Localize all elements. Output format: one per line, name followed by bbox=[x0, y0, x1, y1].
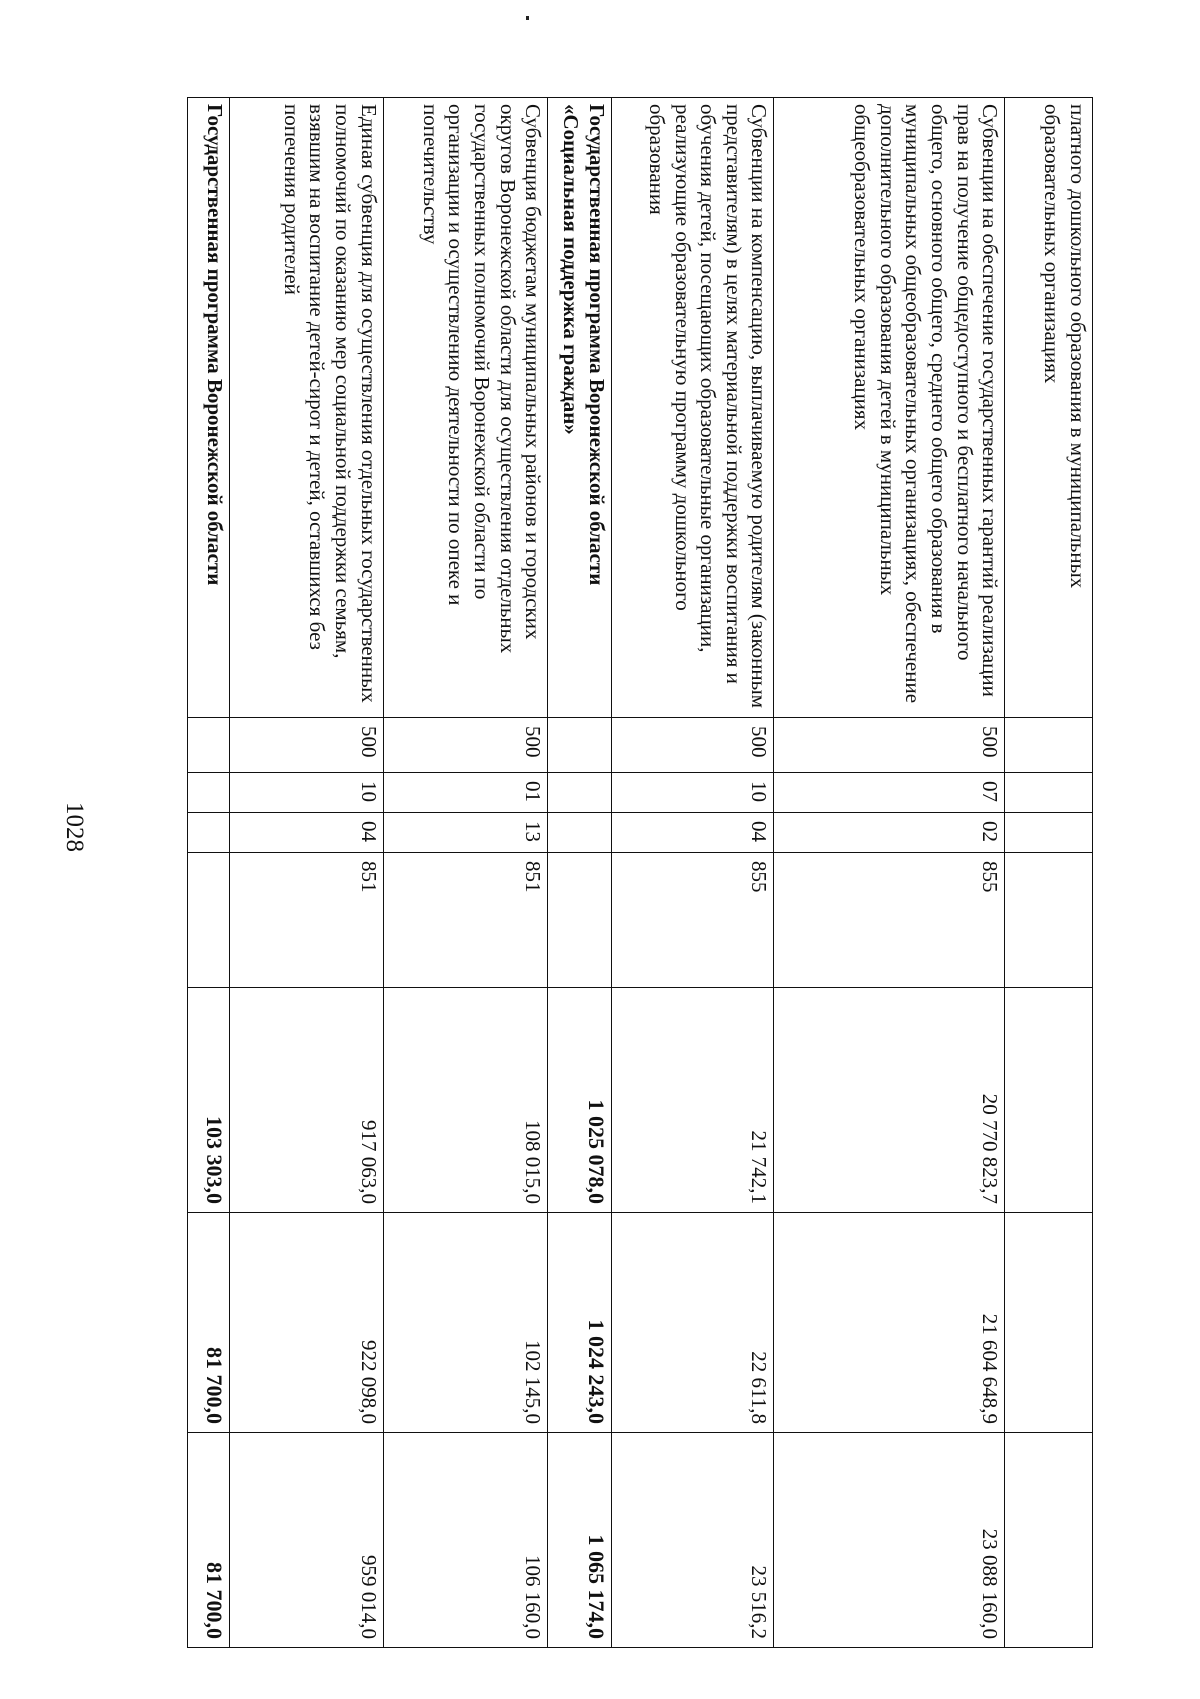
cell-rz: 10 bbox=[229, 773, 383, 813]
cell-vr bbox=[548, 853, 612, 988]
cell-glav: 500 bbox=[611, 718, 774, 773]
cell-y1: 1 025 078,0 bbox=[548, 988, 612, 1213]
cell-rz: 07 bbox=[774, 773, 1005, 813]
cell-pr bbox=[1005, 813, 1093, 853]
cell-rz bbox=[1005, 773, 1093, 813]
cell-y1 bbox=[1005, 988, 1093, 1213]
cell-rz: 01 bbox=[383, 773, 548, 813]
cell-vr: 851 bbox=[383, 853, 548, 988]
table-row bbox=[1005, 98, 1093, 1648]
cell-y3 bbox=[1005, 1433, 1093, 1648]
cell-glav bbox=[1005, 718, 1093, 773]
table-row bbox=[611, 98, 774, 1648]
cell-pr bbox=[188, 813, 230, 853]
cell-pr: 02 bbox=[774, 813, 1005, 853]
cell-glav bbox=[188, 718, 230, 773]
cell-y3: 23 516,2 bbox=[611, 1433, 774, 1648]
cell-y2 bbox=[1005, 1213, 1093, 1433]
cell-y2: 102 145,0 bbox=[383, 1213, 548, 1433]
cell-y2: 21 604 648,9 bbox=[774, 1213, 1005, 1433]
cell-name: Единая субвенция для осуществления отдельных государственных полномочий по оказанию мер социальной поддержки семьям, взявшим на воспитание детей-сирот и детей, оставшихся без попечения родителей bbox=[229, 98, 383, 718]
cell-name: Субвенции на компенсацию, выплачиваемую родителям (законным представителям) в целях материальной поддержки воспитания и обучения детей, посещающих образовательные организации, реализующие образовательную программу дошкольного образования bbox=[611, 98, 774, 718]
cell-y3: 81 700,0 bbox=[188, 1433, 230, 1648]
cell-rz bbox=[548, 773, 612, 813]
program-total-row bbox=[548, 98, 612, 1648]
table-row bbox=[229, 98, 383, 1648]
cell-glav: 500 bbox=[383, 718, 548, 773]
table-row bbox=[383, 98, 548, 1648]
table-row bbox=[774, 98, 1005, 1648]
cell-glav bbox=[548, 718, 612, 773]
cell-y1: 21 742,1 bbox=[611, 988, 774, 1213]
cell-vr: 851 bbox=[229, 853, 383, 988]
cell-rz bbox=[188, 773, 230, 813]
cell-vr: 855 bbox=[611, 853, 774, 988]
budget-table bbox=[187, 97, 1093, 1648]
cell-name: Субвенция бюджетам муниципальных районов и городских округов Воронежской области для осуществления отдельных государственных полномочий Воронежской области по организации и осуществлению деятельности по опеке и попечительству bbox=[383, 98, 548, 718]
cell-y1: 917 063,0 bbox=[229, 988, 383, 1213]
cell-vr: 855 bbox=[774, 853, 1005, 988]
scan-speck bbox=[526, 16, 529, 20]
cell-name: Государственная программа Воронежской области bbox=[188, 98, 230, 718]
rotated-table-container bbox=[187, 97, 1093, 1647]
cell-y3: 23 088 160,0 bbox=[774, 1433, 1005, 1648]
cell-name: платного дошкольного образования в муниципальных образовательных организациях bbox=[1005, 98, 1093, 718]
page-number: 1028 bbox=[61, 802, 88, 852]
cell-rz: 10 bbox=[611, 773, 774, 813]
cell-y2: 922 098,0 bbox=[229, 1213, 383, 1433]
cell-y1: 20 770 823,7 bbox=[774, 988, 1005, 1213]
cell-y3: 106 160,0 bbox=[383, 1433, 548, 1648]
cell-vr bbox=[1005, 853, 1093, 988]
table-body bbox=[188, 98, 1093, 1648]
cell-glav: 500 bbox=[229, 718, 383, 773]
cell-vr bbox=[188, 853, 230, 988]
cell-y2: 1 024 243,0 bbox=[548, 1213, 612, 1433]
cell-y1: 108 015,0 bbox=[383, 988, 548, 1213]
cell-y3: 959 014,0 bbox=[229, 1433, 383, 1648]
cell-pr bbox=[548, 813, 612, 853]
cell-y3: 1 065 174,0 bbox=[548, 1433, 612, 1648]
cell-pr: 04 bbox=[229, 813, 383, 853]
program-total-row bbox=[188, 98, 230, 1648]
cell-y1: 103 303,0 bbox=[188, 988, 230, 1213]
cell-y2: 81 700,0 bbox=[188, 1213, 230, 1433]
cell-name: Государственная программа Воронежской области «Социальная поддержка граждан» bbox=[548, 98, 612, 718]
cell-name: Субвенции на обеспечение государственных гарантий реализации прав на получение общедоступного и бесплатного начального общего, основного общего, среднего общего образования в муниципальных общеобразовательных организациях, обеспечение дополнительного образования детей в муниципальных общеобразовательных организациях bbox=[774, 98, 1005, 718]
cell-pr: 13 bbox=[383, 813, 548, 853]
cell-glav: 500 bbox=[774, 718, 1005, 773]
cell-y2: 22 611,8 bbox=[611, 1213, 774, 1433]
cell-pr: 04 bbox=[611, 813, 774, 853]
